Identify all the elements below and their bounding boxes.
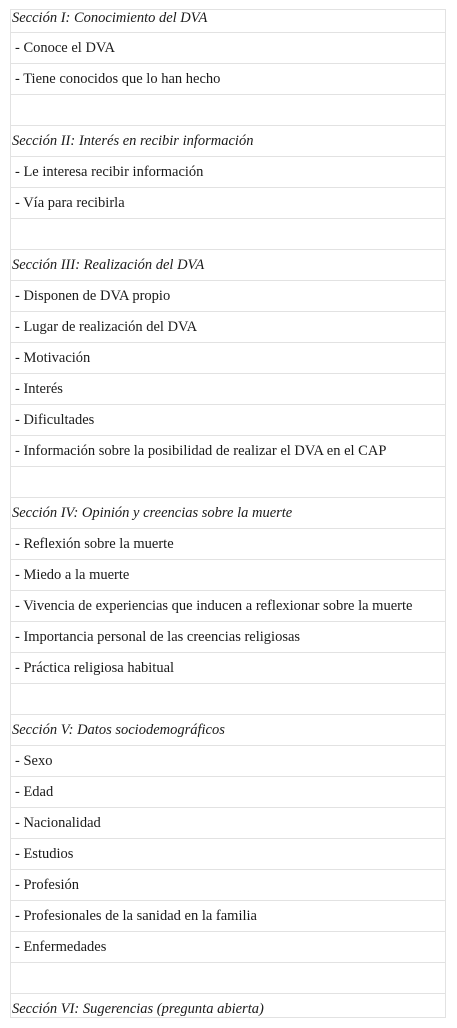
section-item: - Reflexión sobre la muerte <box>11 529 445 560</box>
section-item: - Profesión <box>11 870 445 901</box>
section-header: Sección I: Conocimiento del DVA <box>11 10 445 33</box>
section-item: - Sexo <box>11 746 445 777</box>
section-item: - Información sobre la posibilidad de realizar el DVA en el CAP <box>11 436 445 467</box>
section-item: - Profesionales de la sanidad en la familia <box>11 901 445 932</box>
section-header: Sección IV: Opinión y creencias sobre la muerte <box>11 498 445 529</box>
spacer-row <box>11 219 445 250</box>
section-item: - Enfermedades <box>11 932 445 963</box>
section-item: - Práctica religiosa habitual <box>11 653 445 684</box>
spacer-row <box>11 467 445 498</box>
spacer-row <box>11 95 445 126</box>
section-item: - Lugar de realización del DVA <box>11 312 445 343</box>
section-item: - Interés <box>11 374 445 405</box>
section-item: - Motivación <box>11 343 445 374</box>
section-item: - Vía para recibirla <box>11 188 445 219</box>
section-item: - Le interesa recibir información <box>11 157 445 188</box>
section-header: Sección V: Datos sociodemográficos <box>11 715 445 746</box>
section-item: - Conoce el DVA <box>11 33 445 64</box>
section-item: - Disponen de DVA propio <box>11 281 445 312</box>
section-item: - Miedo a la muerte <box>11 560 445 591</box>
section-header: Sección VI: Sugerencias (pregunta abierta) <box>11 994 445 1018</box>
section-item: - Nacionalidad <box>11 808 445 839</box>
section-item: - Vivencia de experiencias que inducen a reflexionar sobre la muerte <box>11 591 445 622</box>
section-header: Sección III: Realización del DVA <box>11 250 445 281</box>
section-item: - Dificultades <box>11 405 445 436</box>
section-item: - Estudios <box>11 839 445 870</box>
spacer-row <box>11 684 445 715</box>
section-item: - Importancia personal de las creencias religiosas <box>11 622 445 653</box>
questionnaire-table <box>10 9 446 1018</box>
section-item: - Edad <box>11 777 445 808</box>
section-header: Sección II: Interés en recibir información <box>11 126 445 157</box>
section-item: - Tiene conocidos que lo han hecho <box>11 64 445 95</box>
spacer-row <box>11 963 445 994</box>
